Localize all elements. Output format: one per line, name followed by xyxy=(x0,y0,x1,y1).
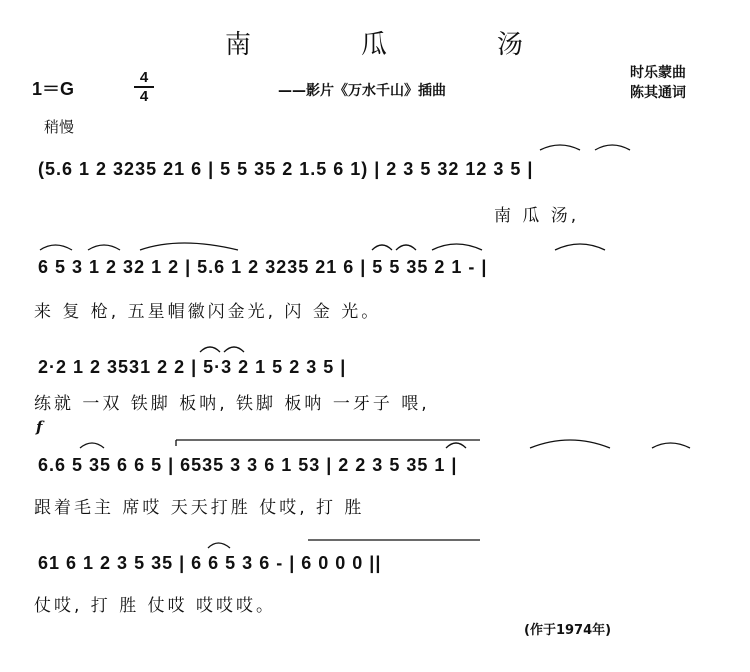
tempo-marking: 稍慢 xyxy=(44,118,75,136)
score-line-3-notes: 2·2 1 2 3531 2 2 | 5·3 2 1 5 2 3 5 | xyxy=(38,357,347,377)
score-line-5-notes: 61 6 1 2 3 5 35 | 6 6 5 3 6 - | 6 0 0 0 || xyxy=(38,553,382,573)
meter-top: 4 xyxy=(139,69,149,86)
song-title: 南 瓜 汤 xyxy=(224,30,565,60)
lyricist-credit: 陈其通词 xyxy=(630,85,686,101)
key-signature: 1＝G xyxy=(32,79,75,99)
dynamic-forte: f xyxy=(36,418,43,436)
song-subtitle: ——影片《万水千山》插曲 xyxy=(278,83,446,99)
composer-credit: 时乐蒙曲 xyxy=(630,65,686,81)
composition-date: (作于1974年) xyxy=(524,623,612,638)
score-line-2-notes: 6 5 3 1 2 32 1 2 | 5.6 1 2 3235 21 6 | 5 5 35 2 1 - | xyxy=(38,257,488,277)
meter-bottom: 4 xyxy=(139,88,149,105)
score-line-1-notes: (5.6 1 2 3235 21 6 | 5 5 35 2 1.5 6 1) | 2 3 5 32 12 3 5 | xyxy=(38,159,534,179)
score-line-5-lyrics: 仗哎, 打 胜 仗哎 哎哎哎。 xyxy=(34,596,277,616)
score-line-4-lyrics: 跟着毛主 席哎 天天打胜 仗哎, 打 胜 xyxy=(34,498,365,518)
score-line-4-notes: 6.6 5 35 6 6 5 | 6535 3 3 6 1 53 | 2 2 3 5 35 1 | xyxy=(38,455,458,475)
score-line-1-lyrics: 南 瓜 汤, xyxy=(494,206,580,226)
score-line-2-lyrics: 来 复 枪, 五星帽徽闪金光, 闪 金 光。 xyxy=(34,302,382,322)
score-line-3-lyrics: 练就 一双 铁脚 板呐, 铁脚 板呐 一牙子 喂, xyxy=(34,394,430,414)
